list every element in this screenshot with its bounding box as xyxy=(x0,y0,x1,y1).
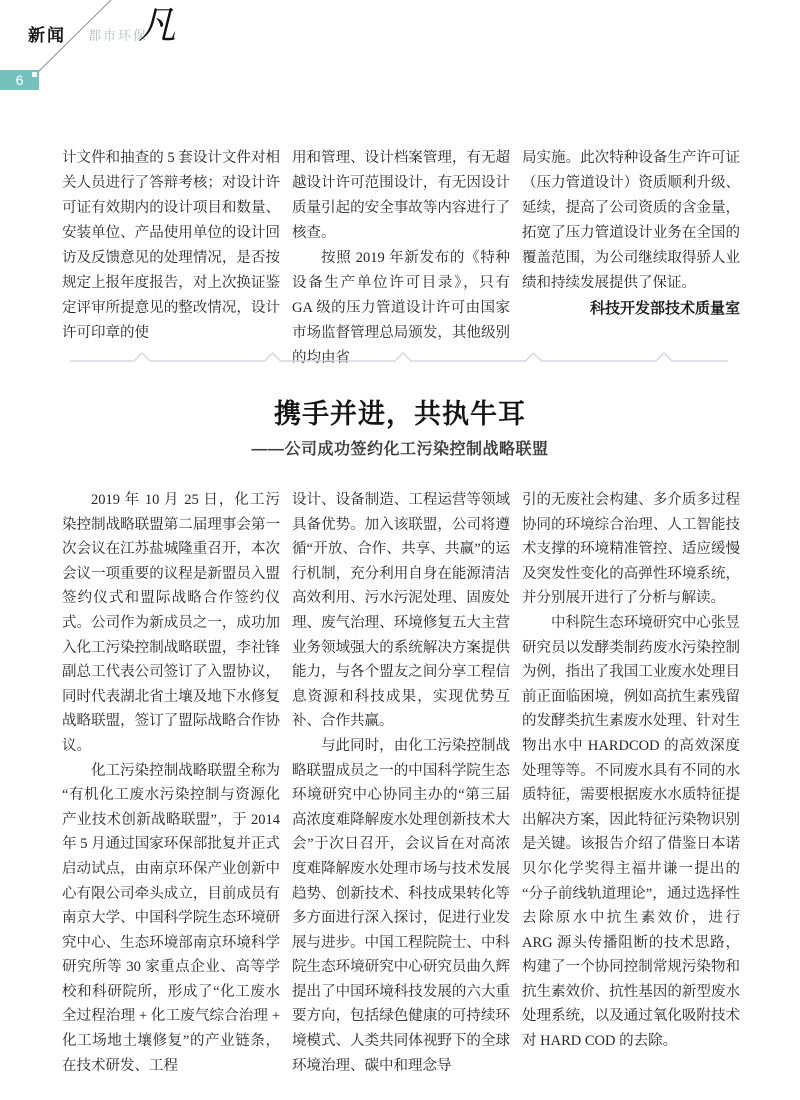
zigzag-divider-icon xyxy=(70,352,728,364)
paragraph: 与此同时，由化工污染控制战略联盟成员之一的中国科学院生态环境研究中心协同主办的“第三届高浓度难降解废水处理创新技术大会”于次日召开，会议旨在对高浓度难降解废水处理市场与技术发展趋势、创新技术、科技成果转化等多方面进行深入探讨，促进行业发展与进步。中国工程院院士、中科院生态环境研究中心研究员曲久辉提出了中国环境科技发展的六大重要方向，包括绿色健康的可持续环境模式、人类共同体视野下的全球环境治理、碳中和理念导 xyxy=(292,737,510,1074)
top-article-column-1 xyxy=(62,146,280,371)
feature-column-1 xyxy=(62,488,280,1078)
paragraph: 中科院生态环境研究中心张昱研究员以发酵类制药废水污染控制为例，指出了我国工业废水处理目前正面临困境，例如高抗生素残留的发酵类抗生素废水处理、针对生物出水中 HARDCOD 的高效深度处理等等。不同废水具有不同的水质特征，需要根据废水水质特征提出解决方案，因此特征污染物识别是关键。该报告介绍了借鉴日本诺贝尔化学奖得主福井谦一提出的“分子前线轨道理论”，通过选择性去除原水中抗生素效价，进行 ARG 源头传播阻断的技术思路，构建了一个协同控制常规污染物和抗生素效价、抗性基因的新型废水处理系统，以及通过氧化吸附技术对 HARD COD 的去除。 xyxy=(522,614,740,1050)
article-subtitle: ——公司成功签约化工污染控制战略联盟 xyxy=(251,441,549,458)
feature-column-2 xyxy=(292,488,510,1078)
paragraph: 按照 2019 年新发布的《特种设备生产单位许可目录》，只有 GA 级的压力管道设计许可由国家市场监督管理总局颁发，其他级别的均由省 xyxy=(292,250,510,366)
paragraph: 设计、设备制造、工程运营等领域具备优势。加入该联盟，公司将遵循“开放、合作、共享、共赢”的运行机制，充分利用自身在能源清洁高效利用、污水污泥处理、固废处理、废气治理、环境修复五大主营业务领域强大的系统解决方案提供能力，与各个盟友之间分享工程信息资源和科技成果，实现优势互补、合作共赢。 xyxy=(292,492,510,730)
paragraph: 计文件和抽查的 5 套设计文件对相关人员进行了答辩考核；对设计许可证有效期内的设计项目和数量、安装单位、产品使用单位的设计回访及反馈意见的处理情况，是否按规定上报年度报告，对上次换证鉴定评审所提意见的整改情况，设计许可印章的使 xyxy=(62,150,280,341)
page-number-box xyxy=(0,70,39,90)
feature-column-3 xyxy=(522,488,740,1078)
top-article-column-3 xyxy=(522,146,740,371)
top-article-column-2 xyxy=(292,146,510,371)
paragraph: 化工污染控制战略联盟全称为“有机化工废水污染控制与资源化产业技术创新战略联盟”，于 2014 年 5 月通过国家环保部批复并正式启动试点，由南京环保产业创新中心有限公司牵头成立，目前成员有南京大学、中国科学院生态环境研究中心、生态环境部南京环境科学研究所等 30 家重点企业、高等学校和科研院所，形成了“化工废水全过程治理 + 化工废气综合治理 + 化工场地土壤修复”的产业链条，在技术研发、工程 xyxy=(62,762,280,1074)
paragraph: 用和管理、设计档案管理，有无超越设计许可范围设计，有无因设计质量引起的安全事故等内容进行了核查。 xyxy=(292,150,510,241)
paragraph: 局实施。此次特种设备生产许可证（压力管道设计）资质顺利升级、延续，提高了公司资质的含金量，拓宽了压力管道设计业务在全国的覆盖范围，为公司继续取得骄人业绩和持续发展提供了保证。 xyxy=(522,150,740,291)
feature-article-body xyxy=(62,488,740,1078)
paragraph: 引的无废社会构建、多介质多过程协同的环境综合治理、人工智能技术支撑的环境精准管控、适应缓慢及突发性变化的高弹性环境系统，并分别展开进行了分析与解读。 xyxy=(522,492,740,607)
byline: 科技开发部技术质量室 xyxy=(589,300,740,317)
section-label: 新闻 xyxy=(28,26,66,45)
paragraph: 2019 年 10 月 25 日，化工污染控制战略联盟第二届理事会第一次会议在江苏盐城隆重召开，本次会议一项重要的议程是新盟员入盟签约仪式和盟际战略合作签约仪式。公司作为新成员之一，成功加入化工污染控制战略联盟，李社锋副总工代表公司签订了入盟协议，同时代表湖北省土壤及地下水修复战略联盟，签订了盟际战略合作协议。 xyxy=(62,492,280,754)
brand-calligraphy-mark-icon: 凡 xyxy=(138,3,177,47)
page-number: 6 xyxy=(15,72,24,88)
corner-notch xyxy=(32,72,37,77)
brand-name: 都市环保 xyxy=(88,28,149,43)
top-article xyxy=(62,146,740,371)
article-title: 携手并进，共执牛耳 xyxy=(274,399,526,429)
